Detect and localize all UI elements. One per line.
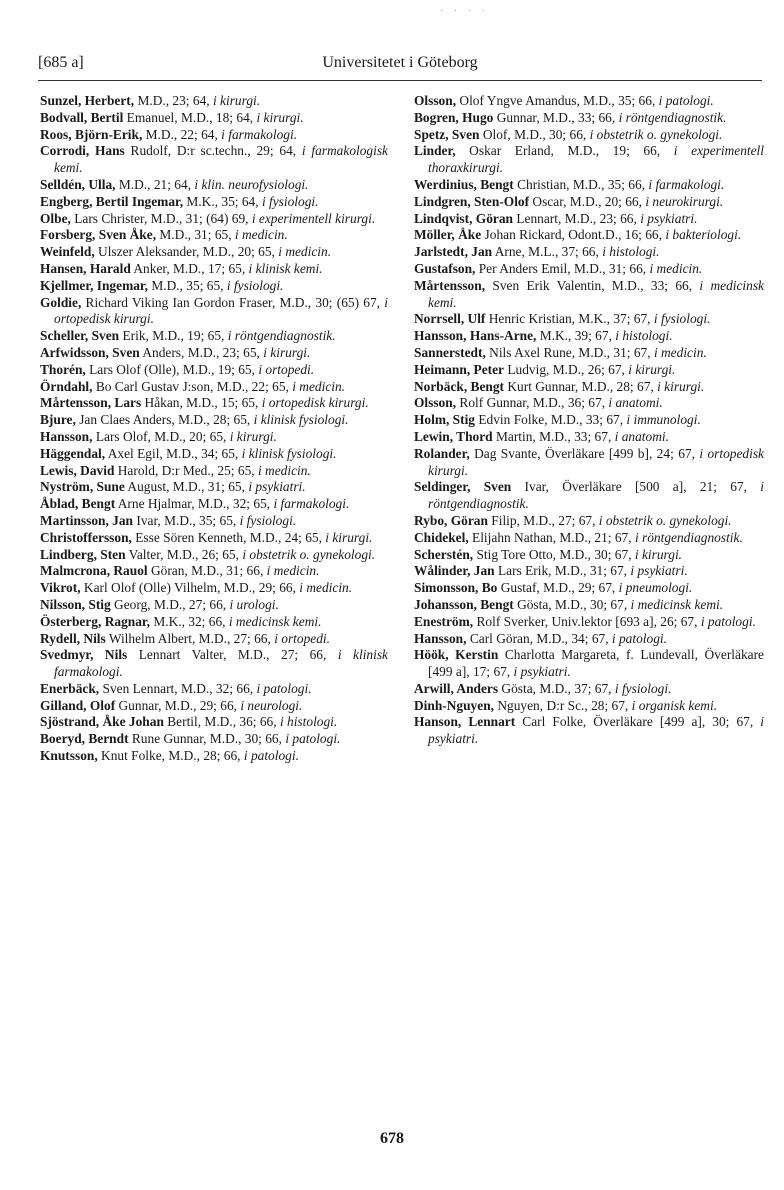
entry-details: Rolf Sverker, Univ.lektor [693 a], 26; 67, [473,613,701,629]
entry-details: Lars Olof (Olle), M.D., 19; 65, [85,361,259,377]
entry-name: Bogren, Hugo [414,109,494,125]
entry-field: i medicin. [257,462,311,478]
entry-field: i röntgendiagnostik. [618,109,727,125]
entry-name: Seldinger, Sven [414,479,512,495]
entry-name: Möller, Åke [414,227,482,243]
entry-details: M.K., 39; 67, [536,328,616,344]
entry [414,345,764,362]
entry-name: Eneström, [414,613,474,629]
entry-details: Sven Lennart, M.D., 32; 66, [99,680,257,696]
entry [40,194,388,211]
entry [414,211,764,228]
entry-field: i klinisk farmakologi. [54,647,389,680]
entry [414,177,764,194]
entry-details: Olof, M.D., 30; 66, [479,126,590,142]
entry [40,412,388,429]
entry [40,328,388,345]
entry [40,748,388,765]
entry [40,395,388,412]
entry-details: Emanuel, M.D., 18; 64, [123,109,257,125]
entry-name: Selldén, Ulla, [40,176,116,192]
entry-details: Ulszer Aleksander, M.D., 20; 65, [94,244,279,260]
entry-details: Richard Viking Ian Gordon Fraser, M.D., 30; (65) 67, [81,294,385,310]
entry-name: Hansson, [40,428,93,444]
entry [414,93,764,110]
entry-details: Arne Hjalmar, M.D., 32; 65, [115,496,274,512]
entry-details: Anker, M.D., 17; 65, [130,260,249,276]
entry-field: i klinisk kemi. [248,260,323,276]
entry [414,143,764,177]
entry-details: Karl Olof (Olle) Vilhelm, M.D., 29; 66, [80,580,300,596]
entry-name: Norbäck, Bengt [414,378,505,394]
entry-name: Lewin, Thord [414,428,493,444]
entry-field: i kirurgi. [628,361,676,377]
entry-name: Weinfeld, [40,244,95,260]
entry-field: i patologi. [700,613,756,629]
entry [40,446,388,463]
entry [414,446,764,480]
entry-name: Örndahl, [40,378,93,394]
entry [40,362,388,379]
entry-field: i patologi. [243,748,299,764]
entry-field: i medicin. [292,378,346,394]
entry-details: Nguyen, D:r Sc., 28; 67, [494,697,632,713]
entry-name: Enerbäck, [40,680,100,696]
entry-details: Bertil, M.D., 36; 66, [163,714,280,730]
entry [40,681,388,698]
entry [40,278,388,295]
entry-field: i obstetrik o. gynekologi. [598,512,732,528]
entry-name: Scherstén, [414,546,474,562]
entry [40,143,388,177]
entry-name: Simonsson, Bo [414,580,498,596]
entry [414,647,764,681]
entry [414,530,764,547]
entry [414,244,764,261]
entry-details: Ludvig, M.D., 26; 67, [504,361,629,377]
entry [40,463,388,480]
entry-field: i kirurgi. [212,93,261,108]
entry-field: i neurologi. [240,697,303,713]
entry-details: Ivar, M.D., 35; 65, [133,512,240,528]
entry-field: i pneumologi. [618,580,693,596]
entry-field: i medicin. [653,344,707,360]
entry-name: Häggendal, [40,445,106,461]
entry-details: Lennart, M.D., 23; 66, [512,210,641,226]
entry-field: i farmakologisk kemi. [54,143,389,176]
entry-name: Goldie, [40,294,82,310]
entry-details: Stig Tore Otto, M.D., 30; 67, [473,546,635,562]
entry-details: Martin, M.D., 33; 67, [492,428,615,444]
entry [40,227,388,244]
entry-field: i psykiatri. [428,714,764,747]
entry-details: Sven Erik Valentin, M.D., 33; 66, [485,277,700,293]
entry-name: Thorén, [40,361,86,377]
entry-field: i histologi. [602,244,660,260]
entry-name: Knutsson, [40,748,98,764]
entry [414,429,764,446]
entry-name: Sjöstrand, Åke Johan [40,714,164,730]
entry-name: Lindgren, Sten-Olof [414,193,530,209]
entry-field: i kirurgi. [263,344,311,360]
entry [414,614,764,631]
entry-name: Nilsson, Stig [40,596,111,612]
entry-details: Håkan, M.D., 15; 65, [141,395,262,411]
entry [414,412,764,429]
entry [414,194,764,211]
scan-marks: · · · · [440,6,489,17]
entry-name: Sannerstedt, [414,344,486,360]
entry-name: Malmcrona, Rauol [40,563,148,579]
entry-name: Åblad, Bengt [40,496,116,512]
entry-field: i urologi. [229,596,279,612]
entry-details: Lars Olof, M.D., 20; 65, [92,428,230,444]
entry [40,597,388,614]
entry-details: Arne, M.L., 37; 66, [492,244,603,260]
entry-field: i kirurgi. [229,428,277,444]
entry [40,295,388,329]
entry-name: Lewis, David [40,462,115,478]
entry-name: Werdinius, Bengt [414,176,514,192]
entry-name: Hansson, [414,630,467,646]
entry-name: Nyström, Sune [40,479,125,495]
entry-name: Hansen, Harald [40,260,131,276]
entry [414,631,764,648]
entry-name: Lindberg, Sten [40,546,126,562]
entry-details: Charlotta Margareta, f. Lundevall, Överläkare [499 a], 17; 67, [428,647,764,680]
entry-name: Holm, Stig [414,412,476,428]
entry-details: M.D., 31; 65, [156,227,235,243]
entry-details: Elijahn Nathan, M.D., 21; 67, [468,529,635,545]
entry [414,580,764,597]
entry-name: Johansson, Bengt [414,596,514,612]
entry [414,479,764,513]
entry-field: i kirurgi. [634,546,683,562]
entry-name: Olsson, [414,395,457,411]
entry-details: Gunnar, M.D., 33; 66, [493,109,619,125]
entry [414,362,764,379]
entry-field: i patologi. [256,680,312,696]
entry-name: Kjellmer, Ingemar, [40,277,148,293]
entry-field: i psykiatri. [513,664,571,680]
entry-details: Harold, D:r Med., 25; 65, [114,462,258,478]
entry-field: i medicin. [266,563,320,579]
entry-field: i experimentell kirurgi. [251,210,376,226]
entry-field: i fysiologi. [261,193,319,209]
entry-field: i patologi. [658,93,714,108]
entry-field: i farmakologi. [648,176,725,192]
entry-name: Mårtensson, Lars [40,395,142,411]
entry [40,580,388,597]
entry-name: Boeryd, Berndt [40,731,129,747]
entry-field: i ortopedi. [274,630,330,646]
entry-field: i fysiologi. [239,512,297,528]
entry [414,698,764,715]
entry-name: Martinsson, Jan [40,512,134,528]
entry-name: Svedmyr, Nils [40,647,128,663]
entry-details: Lennart Valter, M.D., 27; 66, [127,647,338,663]
entry [40,563,388,580]
entry [414,379,764,396]
entry-name: Gustafson, [414,260,476,276]
entry-field: i klinisk fysiologi. [253,412,349,428]
entry [40,379,388,396]
entry [414,714,764,748]
entry [414,513,764,530]
entry-field: i klin. neurofysiologi. [194,176,309,192]
entry-field: i kirurgi. [325,529,373,545]
entry [40,345,388,362]
entry-field: i histologi. [279,714,338,730]
entry-details: Bo Carl Gustav J:son, M.D., 22; 65, [92,378,293,394]
entry-field: i fysiologi. [653,311,711,327]
entry [414,547,764,564]
running-header [38,54,762,78]
entry-field: i histologi. [615,328,673,344]
entry-name: Bodvall, Bertil [40,109,124,125]
page-number: 678 [380,1130,404,1147]
entry-name: Arfwidsson, Sven [40,344,140,360]
entry-details: Jan Claes Anders, M.D., 28; 65, [75,412,254,428]
entry-details: Anders, M.D., 23; 65, [139,344,264,360]
entry-field: i psykiatri. [248,479,306,495]
entry-details: Gösta, M.D., 30; 67, [513,596,631,612]
entry-details: Christian, M.D., 35; 66, [513,176,649,192]
entry-details: Gösta, M.D., 37; 67, [498,680,615,696]
entry [40,714,388,731]
entry-details: Gustaf, M.D., 29; 67, [497,580,619,596]
entry-details: Nils Axel Rune, M.D., 31; 67, [485,344,654,360]
entry-field: i psykiatri. [630,563,688,579]
entry-name: Lindqvist, Göran [414,210,513,226]
entry-field: i röntgendiagnostik. [428,479,764,512]
entry-field: i obstetrik o. gynekologi. [589,126,723,142]
entry-field: i röntgendiagnostik. [227,328,336,344]
entry-details: Henric Kristian, M.K., 37; 67, [485,311,654,327]
entry-details: Oskar Erland, M.D., 19; 66, [455,143,674,159]
entry-name: Hansson, Hans-Arne, [414,328,537,344]
entry [40,698,388,715]
entry-details: Kurt Gunnar, M.D., 28; 67, [504,378,658,394]
entry-details: M.K., 32; 66, [149,613,229,629]
entry-name: Sunzel, Herbert, [40,93,135,108]
entry-details: Edvin Folke, M.D., 33; 67, [475,412,627,428]
entry-field: i farmakologi. [221,126,298,142]
entry-details: Lars Erik, M.D., 31; 67, [494,563,631,579]
left-column [40,93,388,765]
entry-name: Höök, Kerstin [414,647,499,663]
page-title: Universitetet i Göteborg [322,54,478,71]
header-rule [38,80,762,81]
entry [40,631,388,648]
entry [40,479,388,496]
entry [414,110,764,127]
entry-details: Per Anders Emil, M.D., 31; 66, [475,260,650,276]
entry [414,395,764,412]
entry-field: i medicin. [299,580,353,596]
entry [414,278,764,312]
entry-name: Norrsell, Ulf [414,311,486,327]
entry-name: Rolander, [414,445,470,461]
entry-details: Lars Christer, M.D., 31; (64) 69, [70,210,252,226]
entry-field: i neurokirurgi. [645,193,724,209]
entry-field: i patologi. [611,630,667,646]
entry-field: i ortopedisk kirurgi. [54,294,388,327]
entry [414,127,764,144]
entry-details: Gunnar, M.D., 29; 66, [115,697,241,713]
entry-details: Rolf Gunnar, M.D., 36; 67, [456,395,609,411]
entry-field: i kirurgi. [256,109,304,125]
entry-details: Dag Svante, Överläkare [499 b], 24; 67, [469,445,700,461]
entry-field: i klinisk fysiologi. [241,445,337,461]
entry-field: i ortopedisk kirurgi. [261,395,369,411]
entry-details: Axel Egil, M.D., 34; 65, [105,445,242,461]
entry-details: Erik, M.D., 19; 65, [119,328,228,344]
entry-details: Georg, M.D., 27; 66, [110,596,230,612]
entry-details: M.D., 23; 64, [134,93,213,108]
entry-name: Forsberg, Sven Åke, [40,227,157,243]
entry-details: M.D., 21; 64, [115,176,195,192]
entry-field: i obstetrik o. gynekologi. [242,546,376,562]
entry-name: Jarlstedt, Jan [414,244,493,260]
entry [414,311,764,328]
entry-field: i bakteriologi. [665,227,742,243]
entry-name: Corrodi, Hans [40,143,125,159]
entry-details: Oscar, M.D., 20; 66, [529,193,646,209]
entry [40,530,388,547]
entry-field: i ortopedi. [258,361,315,377]
entry-field: i organisk kemi. [631,697,718,713]
entry-field: i medicinsk kemi. [630,596,724,612]
entry-name: Dinh-Nguyen, [414,697,494,713]
entry [40,211,388,228]
entry-field: i fysiologi. [226,277,284,293]
entry [414,563,764,580]
right-column [414,93,764,748]
entry-field: i psykiatri. [640,210,698,226]
entry [40,429,388,446]
entry-details: Rune Gunnar, M.D., 30; 66, [128,731,286,747]
entry-name: Olsson, [414,93,457,108]
entry-name: Rydell, Nils [40,630,106,646]
entry [40,261,388,278]
entry-field: i farmakologi. [273,496,350,512]
entry-field: i medicin. [278,244,332,260]
entry [40,513,388,530]
entry-field: i ortopedisk kirurgi. [428,445,764,478]
entry-name: Rybo, Göran [414,512,488,528]
entry-name: Wålinder, Jan [414,563,495,579]
entry-details: Rudolf, D:r sc.techn., 29; 64, [124,143,302,159]
entry-details: M.K., 35; 64, [183,193,262,209]
entry-name: Scheller, Sven [40,328,120,344]
entry-field: i kirurgi. [657,378,705,394]
entry [414,261,764,278]
entry-details: Filip, M.D., 27; 67, [487,512,599,528]
entry-field: i medicinsk kemi. [228,613,322,629]
entry-details: Carl Folke, Överläkare [499 a], 30; 67, [515,714,761,730]
entry-name: Heimann, Peter [414,361,504,377]
entry-name: Christoffersson, [40,529,132,545]
entry-details: M.D., 22; 64, [142,126,222,142]
entry-name: Gilland, Olof [40,697,116,713]
entry-field: i patologi. [285,731,341,747]
entry [40,731,388,748]
entry [414,227,764,244]
entry-field: i fysiologi. [614,680,672,696]
entry-details: Esse Sören Kenneth, M.D., 24; 65, [131,529,326,545]
entry-name: Spetz, Sven [414,126,480,142]
entry [40,177,388,194]
entry-field: i experimentell thoraxkirurgi. [428,143,764,176]
entry-name: Linder, [414,143,456,159]
entry-field: i immunologi. [626,412,701,428]
entry [40,647,388,681]
entry-name: Vikrot, [40,580,81,596]
entry-details: Göran, M.D., 31; 66, [147,563,267,579]
entry-field: i medicin. [234,227,288,243]
entry-details: Johan Rickard, Odont.D., 16; 66, [481,227,666,243]
entry [414,597,764,614]
entry-details: Knut Folke, M.D., 28; 66, [97,748,244,764]
entry-name: Chidekel, [414,529,469,545]
entry-name: Österberg, Ragnar, [40,613,150,629]
entry-field: i medicin. [649,260,703,276]
entry-details: M.D., 35; 65, [147,277,227,293]
entry-field: i medicinsk kemi. [428,277,764,310]
entry [414,328,764,345]
entry-details: Valter, M.D., 26; 65, [125,546,243,562]
entry [40,127,388,144]
entry-name: Engberg, Bertil Ingemar, [40,193,184,209]
entry-field: i anatomi. [608,395,663,411]
entry [40,110,388,127]
entry [40,244,388,261]
entry-details: Ivar, Överläkare [500 a], 21; 67, [511,479,761,495]
entry-details: Wilhelm Albert, M.D., 27; 66, [105,630,275,646]
entry [40,93,388,110]
entry-name: Olbe, [40,210,71,226]
entry [414,681,764,698]
entry-name: Bjure, [40,412,76,428]
entry-details: Carl Göran, M.D., 34; 67, [466,630,612,646]
entry [40,496,388,513]
entry-field: i röntgendiagnostik. [634,529,743,545]
entry-field: i anatomi. [614,428,669,444]
entry-details: Olof Yngve Amandus, M.D., 35; 66, [456,93,659,108]
entry [40,614,388,631]
entry-details: August, M.D., 31; 65, [124,479,249,495]
entry-name: Roos, Björn-Erik, [40,126,143,142]
entry [40,547,388,564]
page-reference: [685 a] [38,54,84,71]
entry-name: Mårtensson, [414,277,486,293]
entry-name: Hanson, Lennart [414,714,516,730]
entry-name: Arwill, Anders [414,680,499,696]
